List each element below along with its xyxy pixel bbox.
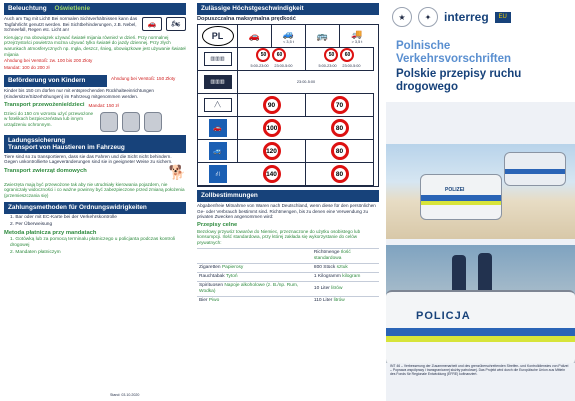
police-car-image: [420, 174, 502, 220]
customs-text-de: Abgabenfreie Mitnahme von Waren nach Deutschland, wenn diese für den persönlichen Ge- oder Verbrauch bestimmt sind. Richtmengen, bis zu denen eine Verwendung zu privaten Zwecken angenommen wird:: [197, 203, 376, 220]
children-text-pl: Dzieci do 150 cm wzrostu użyć przewożone w fotelikach bezpieczeństwa lub innym urządzeniu ochronnym.: [4, 110, 94, 127]
payment-item-de-1: 1. Bar oder mit EC-Karte bei der Verkehrskontrolle: [10, 214, 117, 220]
car-icon: 🚗: [248, 30, 261, 41]
car-stripe-blue: [386, 328, 575, 336]
interreg-logo: interreg: [444, 10, 489, 24]
police-eagle-logo: ✦: [418, 7, 438, 27]
qty-pl: litrów: [333, 297, 345, 303]
speed-cell: [238, 48, 306, 71]
truck-icon: 🚚: [351, 28, 363, 39]
speed-cell: [238, 140, 306, 163]
col-pl: Ilość standardowa: [313, 249, 351, 261]
item-de: Bier: [199, 297, 208, 303]
officer-figure: [478, 253, 492, 295]
speed-sign: 60: [340, 48, 354, 62]
polizei-label: POLIZEI: [445, 187, 465, 193]
lighting-fine-de: Ahndung bei Verstoß: zw. 100 bis 200 Złoty: [4, 58, 93, 64]
road-icon: ╱╲: [204, 98, 232, 112]
customs-header-pl: Przepisy celne: [197, 221, 238, 228]
child-seat-icon: [122, 112, 140, 132]
expressway-dual-sign-icon: 🚙: [209, 142, 227, 160]
title-box: [386, 34, 575, 102]
bus-icon: 🚌: [316, 30, 329, 41]
city-night-icon: ▥▥▥: [204, 75, 232, 89]
speed-header: Zulässige Höchstgeschwindigkeit: [197, 3, 379, 15]
speed-cell: [238, 163, 306, 186]
time-note: 23:00-5:00: [296, 80, 316, 84]
speed-sign: 80: [331, 142, 349, 160]
car-stripe-blue: [505, 169, 565, 174]
police-star-logo: ★: [392, 7, 412, 27]
bus-cell: [306, 25, 340, 48]
speed-cell: [306, 94, 374, 117]
dog-icon: 🐕: [168, 163, 186, 180]
expressway-sign-icon: 🚗: [209, 119, 227, 137]
lighting-header-pl: Oświetlenie: [54, 5, 91, 12]
speed-sign: 120: [263, 142, 281, 160]
qty-de: 10 Liter: [313, 285, 330, 291]
cargo-header-line1: Ladungssicherung: [8, 136, 66, 144]
lighting-header-de: Beleuchtung: [8, 5, 47, 12]
title-de: Polnische Verkehrsvorschriften: [396, 40, 512, 65]
table-row: [197, 272, 379, 281]
lighting-header: [4, 3, 186, 15]
time-note: 5:00-23:00: [318, 64, 337, 68]
table-row: [197, 296, 379, 305]
car-trailer-icon: 🚙: [282, 28, 295, 39]
speed-cell: [306, 163, 374, 186]
speed-cell: [238, 71, 374, 94]
qty-de: 1 Kilogramm: [313, 273, 341, 279]
urban-day-label: [198, 48, 238, 71]
weight-under: < 3,5 t: [283, 39, 294, 44]
item-de: Spirituosen: [199, 282, 223, 288]
qty-pl: sztuk: [336, 264, 348, 270]
payment-item-pl-2: 2. Mandaten płatniczym: [10, 249, 61, 255]
car-icon: 🚗: [142, 17, 162, 31]
speed-sign: 90: [263, 96, 281, 114]
speed-cell: [306, 140, 374, 163]
children-header: Beförderung von Kindern: [4, 75, 107, 87]
rural-label: [198, 94, 238, 117]
urban-night-label: [198, 71, 238, 94]
expressway-dual-label: [198, 140, 238, 163]
motorway-sign-icon: ⛙: [209, 165, 227, 183]
car-stripe-yellow: [386, 336, 575, 342]
cargo-text-de: Tiere sind so zu transportieren, dass sie das Fahren und die Sicht nicht behindern. Gegen unkontrollierte Lageveränderungen sind sie in geeigneter Weise zu sichern.: [4, 153, 173, 165]
speed-sign: 80: [331, 165, 349, 183]
cargo-text-pl: Zwierzęta mają być przewożone tak aby nie utrudniały kierowania pojazdem, nie ograniczały widoczności i co ważne powinny być zabezpieczone przed zmianą położenia (przemieszczania się): [4, 181, 185, 198]
lighting-fine-pl: Mandat: 100 do 200 zł: [4, 64, 50, 70]
time-note: 23:00-5:00: [274, 64, 293, 68]
motorway-label: [198, 163, 238, 186]
payment-header: Zahlungsmethoden für Ordnungswidrigkeiten: [4, 202, 186, 214]
customs-header: Zollbestimmungen: [197, 190, 379, 202]
car-stripe-yellow: [421, 201, 501, 205]
speed-sign: 100: [263, 119, 281, 137]
booster-seat-icon: [144, 112, 162, 132]
speed-sign: 50: [256, 48, 270, 62]
table-row: [197, 281, 379, 296]
lighting-text-de: Auch am Tag mit Licht! Bei normalen Sichtverhältnissen kann das Tagfahrlicht genutzt werden. Bei Sichtbehinderungen, z.B. Nebel, Schneefall, Regen etc. Licht an!: [4, 16, 138, 33]
car-cell: [238, 25, 272, 48]
col-de: Richtmenge: [313, 249, 340, 255]
left-panel: [0, 0, 190, 401]
speed-header-pl: Dopuszczalna maksymalna prędkość: [197, 16, 296, 22]
children-header-pl: Transport przewożenie/dzieci: [4, 102, 85, 109]
speed-table: [197, 24, 379, 187]
payment-header-pl: Metoda płatnicza przy mandatach: [4, 229, 97, 236]
speed-sign: 80: [331, 119, 349, 137]
funding-disclaimer: INT 46 – Verbesserung der Zusammenarbeit und des grenzüberschreitenden Streifen- und Kontrolldienstes von Polizei – Poprawa współpracy i transgranicznej służby patrolowej. Das Projekt wird durch die Europäische Union aus Mitteln des Fonds für Regionale Entwicklung (EFRE) kofinanziert.: [390, 364, 569, 377]
car-trailer-cell: [272, 25, 306, 48]
qty-de: 110 Liter: [313, 297, 333, 303]
weight-over: > 3,5 t: [351, 39, 363, 44]
customs-table: [197, 248, 379, 305]
customs-text-pl: Bezcłowy przywóz towarów do Niemiec, przeznaczone do użytku osobistego lub konsumpcji. Ilość standardowa, przy której zakłada się wykorzystanie do celów prywatnych:: [197, 228, 361, 245]
expressway-single-label: [198, 117, 238, 140]
cargo-header-pl: Transport zwierząt domowych: [4, 167, 87, 174]
speed-sign: 70: [331, 96, 349, 114]
officers-photo: [386, 245, 575, 363]
speed-sign: 140: [263, 165, 281, 183]
country-oval: PL: [202, 26, 234, 46]
payment-item-pl-1: 1. Gotówką lub za pomocą terminalu płatniczego u policjanta podczas kontroli drogowej: [10, 236, 176, 248]
item-de: Rauchtabak: [199, 273, 225, 279]
qty-pl: litrów: [331, 285, 343, 291]
qty-pl: kilogram: [342, 273, 361, 279]
right-panel: [386, 0, 575, 401]
cargo-header-line2: Transport von Haustieren im Fahrzeug: [8, 143, 125, 151]
payment-item-de-2: 2. Per Überweisung: [10, 221, 53, 227]
time-note: 23:00-5:00: [342, 64, 361, 68]
lighting-text-pl: Kierujący ma obowiązek używać świateł mijania również w dzień. Przy normalnej przejrzystości powietrza można używać tylko świateł do jazdy dziennej. Przy złych warunkach atmosferycznych np. mgła, deszcz, śnieg, obowiązkowe jest używanie świateł mijania: [4, 34, 186, 57]
eu-flag-icon: EU: [495, 12, 511, 23]
table-row: [197, 263, 379, 272]
speed-cell: [238, 117, 306, 140]
cargo-header: [4, 135, 186, 153]
police-car-front-image: [386, 290, 575, 363]
item-de: Zigaretten: [199, 264, 221, 270]
customs-header-row: [197, 248, 379, 263]
qty-de: 800 Stück: [313, 264, 336, 270]
title-pl: Polskie przepisy ruchu drogowego: [396, 68, 522, 93]
item-pl: Papierosy: [221, 264, 244, 270]
speed-sign: 50: [324, 48, 338, 62]
motorbike-icon: 🏍: [166, 17, 186, 31]
time-note: 5:00-23:00: [250, 64, 269, 68]
children-text-de: Kinder bis 150 cm dürfen nur mit entsprechenden Rückhalteeinrichtungen (Kindersitze/Sitzerhöhungen) im Fahrzeug mitgenommen werden.: [4, 87, 154, 99]
item-pl: Napoje alkoholowe (z. B./np. Rum, Wodka): [199, 282, 299, 294]
speed-cell: [306, 48, 374, 71]
item-pl: Piwo: [208, 297, 220, 303]
city-skyline-icon: ▥▥▥: [204, 52, 232, 66]
speed-cell: [306, 117, 374, 140]
policja-label: POLICJA: [416, 310, 471, 322]
children-fine-de: Ahndung bei Verstoß: 150 Złoty: [111, 75, 176, 81]
police-car-image: [504, 152, 566, 186]
speed-cell: [238, 94, 306, 117]
child-seat-icon: [100, 112, 118, 132]
police-cars-beach-photo: [386, 144, 575, 239]
officer-figure: [452, 255, 466, 295]
truck-cell: [340, 25, 374, 48]
speed-sign: 60: [272, 48, 286, 62]
middle-panel: [193, 0, 383, 401]
country-cell: [198, 25, 238, 48]
logo-bar: [386, 0, 575, 34]
stand-date: Stand: 03.10.2020: [110, 393, 140, 397]
children-fine-pl: Mandat: 150 zł: [88, 103, 119, 109]
item-pl: Tytoń: [225, 273, 238, 279]
